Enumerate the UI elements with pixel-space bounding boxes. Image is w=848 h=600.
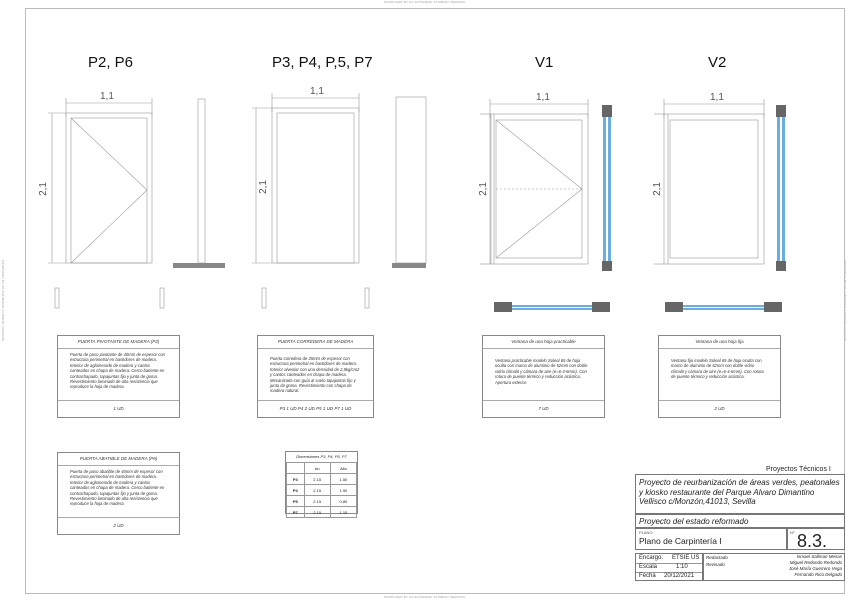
watermark-bottom: PRODUCED BY AN AUTODESK STUDENT VERSION xyxy=(384,595,465,599)
spec-card-header: PUERTA ABATIBLE DE MADERA (P6) xyxy=(58,453,179,466)
spec-card-header: PUERTA CORREDERA DE MADERA xyxy=(258,336,373,349)
revisado-label: Revisado xyxy=(706,562,725,567)
watermark-right: PRODUCED BY AN AUTODESK STUDENT VERSION xyxy=(843,260,847,341)
project-name: Proyecto de reurbanización de áreas verdes, peatonales y kiosko restaurante del Parque Alvaro Dimantino Vellisco c/Monzón,41013, Sevilla xyxy=(639,478,840,506)
title-block-meta xyxy=(635,553,703,581)
title-block-project xyxy=(635,474,845,514)
encargo-label: Encargo: xyxy=(639,555,664,561)
spec-card-body: Ventana practicable modelo Soleal 65 de hoja oculta con marco de aluminio de 52mm con doble vidrio climalit y cámara de aire (e=6-4-6mm). Con rotura de puente térmico y reducción acústica. Apertura exterior. xyxy=(495,358,588,385)
element-title-p2-p6: P2, P6 xyxy=(88,54,134,71)
dim-height-v1: 2,1 xyxy=(478,182,489,196)
dim-height-p3: 2,1 xyxy=(258,180,269,194)
dimensions-table-grid xyxy=(286,462,357,518)
dim-width-v2: 1,1 xyxy=(710,92,724,103)
spec-card-footer: 2 UD xyxy=(659,400,780,417)
element-title-p3-p7: P3, P4, P,5, P7 xyxy=(272,54,373,71)
spec-card-p2 xyxy=(57,335,180,418)
spec-card-body: Puerta corredera de 35mm de espesor con estructura perimetral en bastidores de madera. Interior alveolar con una densidad de 2,8kg/cm2 y cantos canteados en chapa de madera. Mecanizada con guía al suelo tapajuntas fijo y junta de goma. Revestimiento con chapa de madera natural. xyxy=(270,356,360,394)
fecha-value: 20/12/2021 xyxy=(664,573,695,579)
table-header-row xyxy=(287,463,357,474)
table-cell: 1.15 xyxy=(330,507,356,518)
table-row xyxy=(287,496,357,507)
spec-card-header: Ventana de una hoja practicable xyxy=(483,336,604,349)
author-1: Ismael Sallman Mesas xyxy=(796,554,842,559)
spec-card-v1 xyxy=(482,335,605,418)
dim-width-p2: 1,1 xyxy=(100,91,114,102)
table-cell: P7 xyxy=(287,507,305,518)
spec-card-body: Puerta de paso pivotante de 40mm de espesor con estructura perimetral en bastidores de madera. Interior de aglomerado de madera y cantos canteados en chapa de madera. Cerco batiente en contrachapado, tapajuntas fijo y junta de goma. Revestimiento laminado de alta resistencia que reproduce la hoja de madera. xyxy=(70,352,165,390)
table-cell: 1.90 xyxy=(330,485,356,496)
author-4: Fernando Rico Delgado xyxy=(794,572,842,577)
table-row xyxy=(287,507,357,518)
watermark-top: PRODUCED BY AN AUTODESK STUDENT VERSION xyxy=(384,0,465,4)
dim-width-v1: 1,1 xyxy=(536,92,550,103)
table-cell: 2.15 xyxy=(304,496,330,507)
plan-number: 8.3. xyxy=(797,531,828,551)
escala-label: Escala xyxy=(639,564,658,570)
spec-card-header: PUERTA PIVOTANTE DE MADERA (P2) xyxy=(58,336,179,349)
dim-height-p2: 2,1 xyxy=(38,182,49,196)
spec-card-footer: 7 UD xyxy=(483,400,604,417)
element-title-v1: V1 xyxy=(535,54,554,71)
element-title-v2: V2 xyxy=(708,54,727,71)
table-cell: 1.50 xyxy=(330,474,356,485)
spec-card-body: Puerta de paso abatible de 40mm de espesor con estructura perimetral en bastidores de madera. Interior de aglomerado de madera y cantos canteados en chapa de madera. Cerco batiente en contrachapado, tapajuntas fijo y junta de goma. Revestimiento laminado de alta resistencia que reproduce la hoja de madera. xyxy=(70,469,165,507)
table-cell: 0.80 xyxy=(330,496,356,507)
title-block-authors xyxy=(703,553,845,581)
dim-width-p3: 1,1 xyxy=(310,86,324,97)
author-3: José María Guerrero Vega xyxy=(788,566,842,571)
project-subtitle: Proyecto del estado reformado xyxy=(639,517,749,526)
title-block-subtitle xyxy=(635,514,845,528)
plano-title: Plano de Carpintería I xyxy=(639,536,722,546)
table-cell: P5 xyxy=(287,496,305,507)
table-cell: 2.15 xyxy=(304,507,330,518)
table-row xyxy=(287,485,357,496)
table-header-cell xyxy=(287,463,305,474)
dimensions-table xyxy=(285,451,358,514)
table-cell: P4 xyxy=(287,485,305,496)
table-row xyxy=(287,474,357,485)
encargo-value: ETSIE US xyxy=(672,555,700,561)
table-cell: 2.15 xyxy=(304,474,330,485)
title-block-plano xyxy=(635,528,787,550)
table-cell: P3 xyxy=(287,474,305,485)
escala-value: 1:10 xyxy=(676,564,688,570)
table-cell: 2.15 xyxy=(304,485,330,496)
title-block-number xyxy=(787,528,845,550)
plano-label: PLANO xyxy=(639,530,653,535)
fecha-label: Fecha xyxy=(639,573,656,579)
table-header-cell: An xyxy=(304,463,330,474)
dim-height-v2: 2,1 xyxy=(652,182,663,196)
spec-card-p6 xyxy=(57,452,180,535)
course-label: Proyectos Técnicos I xyxy=(766,466,831,473)
watermark-left: PRODUCED BY AN AUTODESK STUDENT VERSION xyxy=(1,260,5,341)
spec-card-v2 xyxy=(658,335,781,418)
spec-card-footer: 1 UD xyxy=(58,400,179,417)
table-header-cell: Alto xyxy=(330,463,356,474)
spec-card-header: Ventana de una hoja fija xyxy=(659,336,780,349)
dimensions-table-title: Dimensiones P3, P4, P5, P7 xyxy=(286,452,357,463)
redactado-label: Redactado xyxy=(706,555,728,560)
spec-card-sliding-door xyxy=(257,335,374,418)
spec-card-footer: P3 1 UD P4 2 UD P5 1 UD P7 1 UD xyxy=(258,400,373,417)
spec-card-body: Ventana fija modelo Soleal 65 de hoja oculta con marco de aluminio de 52mm con doble vidrio climalit y cámara de aire (e=6-4-6mm). Con rotura de puente térmico y reducción acústica. xyxy=(671,358,764,380)
spec-card-footer: 2 UD xyxy=(58,517,179,534)
number-label: Nº xyxy=(790,530,795,535)
author-2: Miguel Redondo Redondo xyxy=(789,560,842,565)
